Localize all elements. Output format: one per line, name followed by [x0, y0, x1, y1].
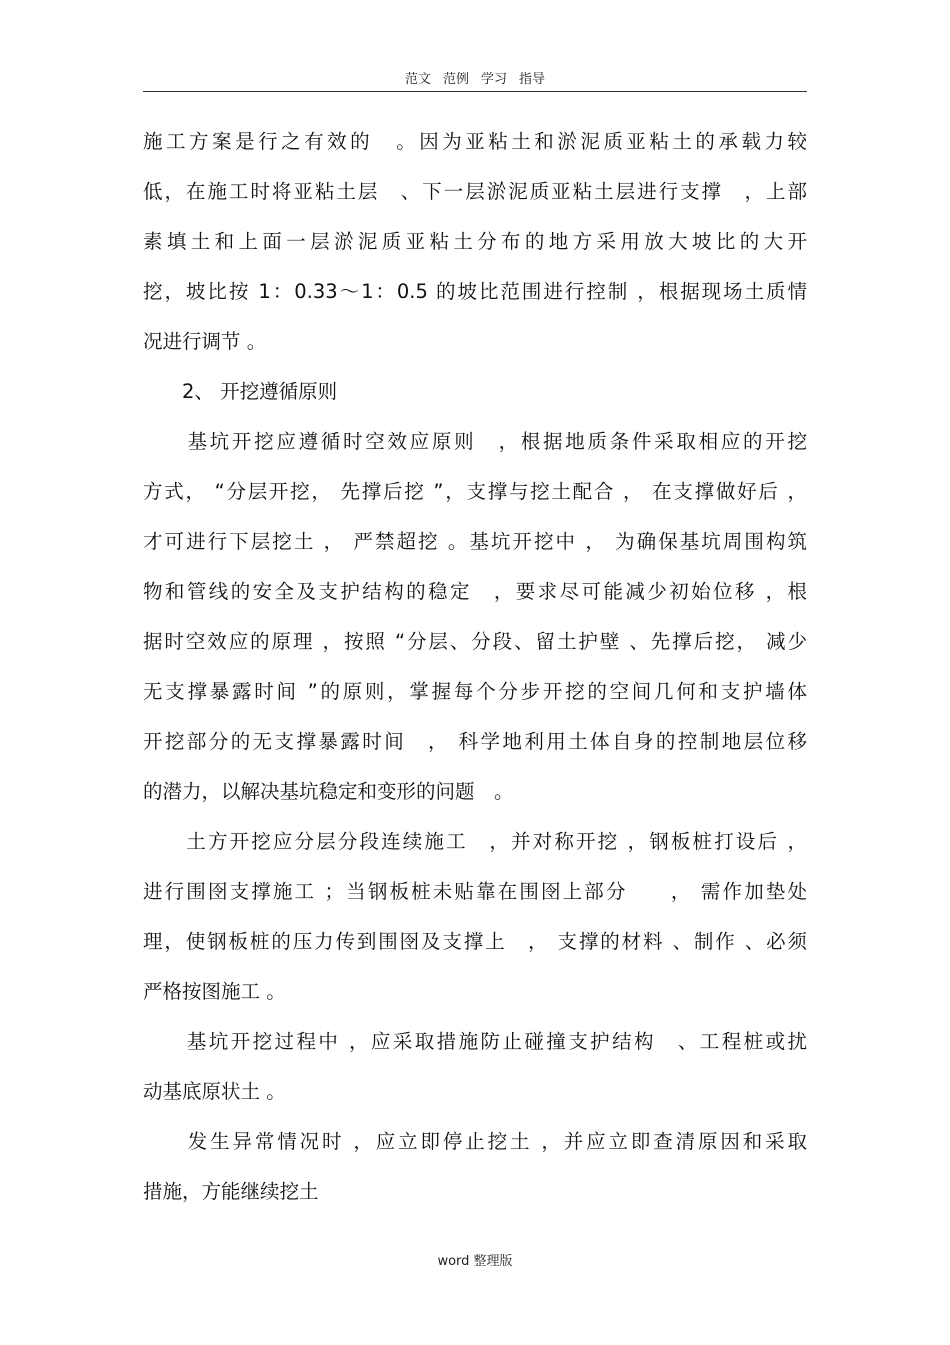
section-heading: 2、 开挖遵循原则	[143, 380, 338, 403]
header-item: 学习	[481, 72, 508, 87]
text-line: 基坑开挖过程中 ，应采取措施防止碰撞支护结构 、工程桩或扰	[143, 1030, 807, 1053]
text-line: 的潜力，以解决基坑稳定和变形的问题 。	[143, 780, 514, 803]
text-line: 况进行调节 。	[143, 330, 267, 353]
text-line: 发生异常情况时 ，应立即停止挖土 ，并应立即查清原因和采取	[143, 1130, 807, 1153]
text-line: 素填土和上面一层淤泥质亚粘土分布的地方采用放大坡比的大开	[143, 230, 807, 253]
text-line: 基坑开挖应遵循时空效应原则 ，根据地质条件采取相应的开挖	[143, 430, 807, 453]
text-line: 进行围囹支撑施工 ；当钢板桩未贴靠在围囹上部分 ， 需作加垫处	[143, 880, 807, 903]
text-line: 才可进行下层挖土 ， 严禁超挖 。基坑开挖中 ， 为确保基坑周围构筑	[143, 530, 807, 553]
text-line: 方式， “分层开挖， 先撑后挖 ”，支撑与挖土配合 ， 在支撑做好后 ，	[143, 480, 807, 503]
text-line: 物和管线的安全及支护结构的稳定 ，要求尽可能减少初始位移 ，根	[143, 580, 807, 603]
text-line: 施工方案是行之有效的 。因为亚粘土和淤泥质亚粘土的承载力较	[143, 130, 807, 153]
header-item: 范例	[442, 72, 469, 87]
text-line: 开挖部分的无支撑暴露时间 ， 科学地利用土体自身的控制地层位移	[143, 730, 807, 753]
text-line: 措施，方能继续挖土	[143, 1180, 319, 1203]
page-footer: word 整理版	[437, 1254, 513, 1269]
text-line: 严格按图施工 。	[143, 980, 286, 1003]
text-line: 无支撑暴露时间 ”的原则，掌握每个分步开挖的空间几何和支护墙体	[143, 680, 807, 703]
text-line: 挖，坡比按 1：0.33～1：0.5 的坡比范围进行控制 ，根据现场土质情	[143, 280, 807, 303]
text-line: 理，使钢板桩的压力传到围囹及支撑上 ， 支撑的材料 、制作 、必须	[143, 930, 807, 953]
header-item: 范文	[404, 72, 431, 87]
text-line: 动基底原状土 。	[143, 1080, 286, 1103]
text-line: 据时空效应的原理 ，按照 “分层、分段、留土护壁 、先撑后挖， 减少	[143, 630, 807, 653]
header-item: 指导	[519, 72, 546, 87]
text-line: 土方开挖应分层分段连续施工 ，并对称开挖 ，钢板桩打设后 ，	[143, 830, 807, 853]
page-header	[0, 68, 950, 87]
text-line: 低，在施工时将亚粘土层 、下一层淤泥质亚粘土层进行支撑 ，上部	[143, 180, 807, 203]
header-divider	[143, 91, 807, 92]
